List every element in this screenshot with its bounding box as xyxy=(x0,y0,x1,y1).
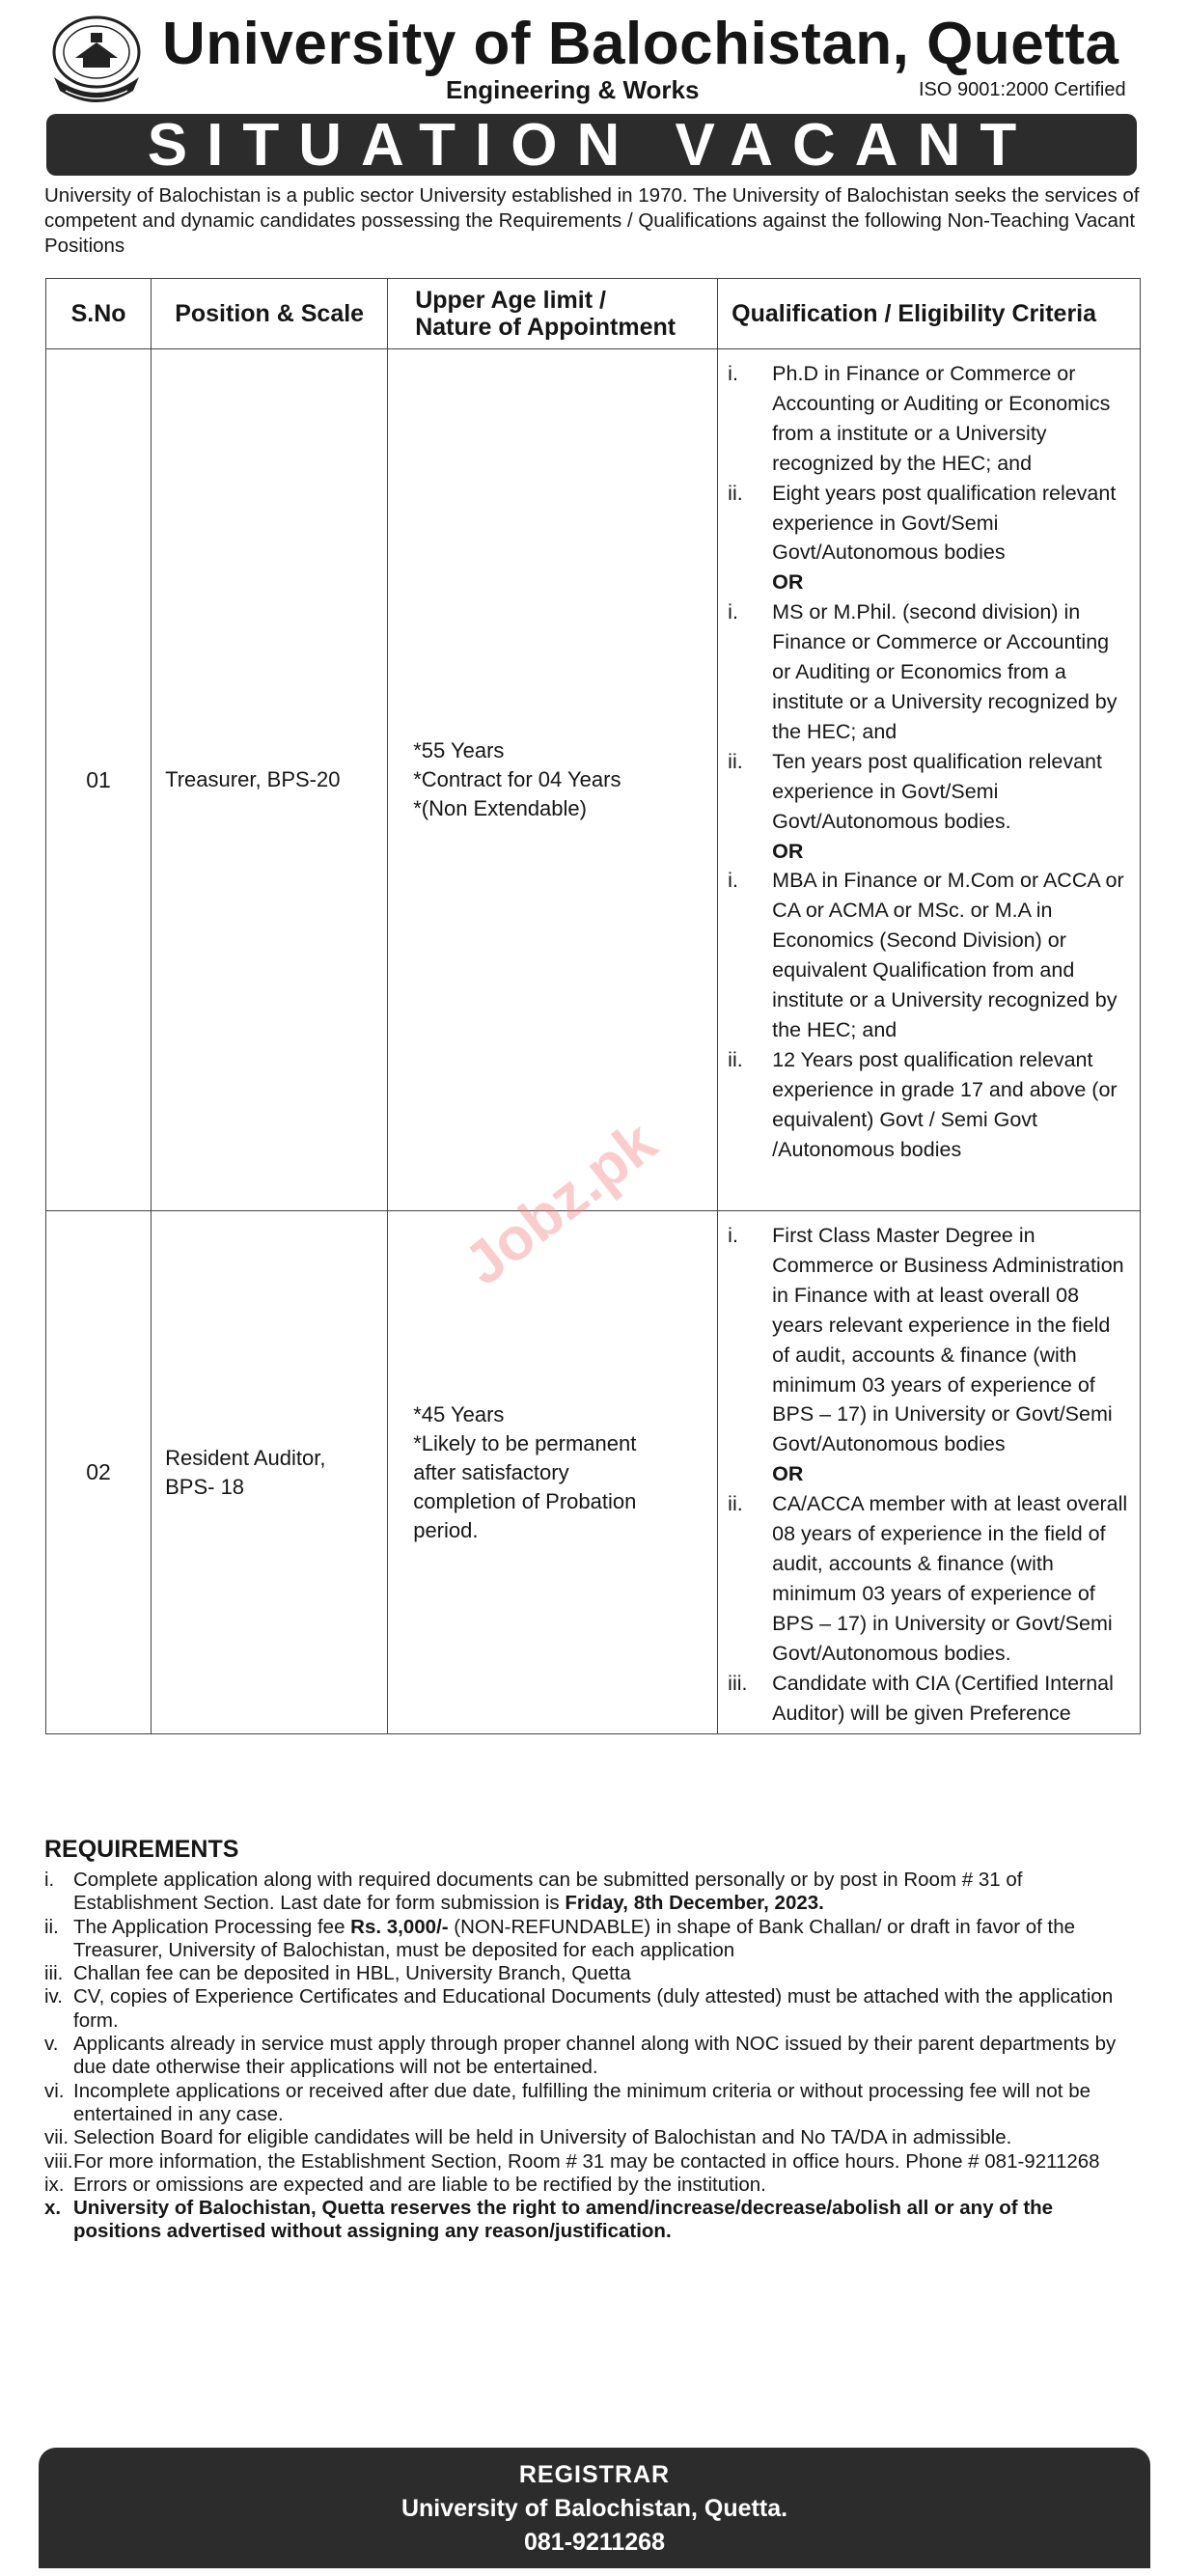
requirement-num: iii. xyxy=(44,1962,64,1985)
age-line: completion of Probation xyxy=(413,1488,637,1513)
header-qualification: Qualification / Eligibility Criteria xyxy=(718,279,1141,349)
requirement-item xyxy=(44,1869,1141,1916)
situation-vacant-banner: SITUATION VACANT xyxy=(46,114,1137,176)
criteria-num: i. xyxy=(728,600,738,624)
age-line: *Likely to be permanent xyxy=(413,1430,637,1455)
requirement-text-part: CV, copies of Experience Certificates and Educational Documents (duly attested) must be attached with the application form. xyxy=(73,1985,1114,2032)
requirement-item xyxy=(44,2126,1141,2149)
requirement-num: v. xyxy=(44,2033,59,2056)
table-header-row xyxy=(46,279,1141,349)
position-line: Treasurer, BPS-20 xyxy=(165,767,341,791)
criteria-or: OR xyxy=(772,1462,804,1486)
criteria-num: ii. xyxy=(728,1492,743,1516)
requirement-text xyxy=(73,2126,1141,2149)
footer-title: REGISTRAR xyxy=(518,2461,671,2488)
row-sno: 02 xyxy=(46,1211,152,1734)
requirement-item xyxy=(44,2197,1141,2244)
criteria-num: i. xyxy=(728,1224,738,1247)
requirement-text-part: The Application Processing fee xyxy=(73,1915,351,1938)
criteria-num: ii. xyxy=(728,481,743,505)
footer-place: University of Balochistan, Quetta. xyxy=(400,2495,788,2522)
requirement-text-part: Errors or omissions are expected and are liable to be rectified by the institution. xyxy=(73,2173,766,2196)
requirement-text xyxy=(73,1916,1141,1963)
department-name: Engineering & Works xyxy=(446,75,700,104)
criteria-num: iii. xyxy=(728,1671,748,1695)
criteria-text: 12 Years post qualification relevant experience in grade 17 and above (or equivalent) Govt / Semi Govt /Autonomous bodies xyxy=(772,1047,1118,1161)
criteria-num: ii. xyxy=(728,749,743,773)
requirement-text-part: Incomplete applications or received after due date, fulfilling the minimum criteria or without processing fee will not be entertained in any case. xyxy=(73,2079,1090,2125)
criteria-text: First Class Master Degree in Commerce or Business Administration in Finance with at least overall 08 years relevant experience in the field of audit, accounts & finance (with minimum 03 years of experience of BPS – 17) in University or Govt/Semi Govt/Autonomous bodies xyxy=(772,1224,1124,1456)
requirement-text-part: For more information, the Establishment Section, Room # 31 may be contacted in office hours. Phone # 081-9211268 xyxy=(73,2149,1100,2173)
requirement-num: x. xyxy=(44,2197,62,2220)
requirement-num: ix. xyxy=(44,2173,65,2196)
requirement-emphasis: Rs. 3,000/- xyxy=(350,1915,449,1938)
criteria-text: MS or M.Phil. (second division) in Finance or Commerce or Accounting or Auditing or Economics from a institute or a University recognized by the HEC; and xyxy=(772,600,1118,743)
row-criteria xyxy=(718,1211,1141,1734)
criteria-text: CA/ACCA member with at least overall 08 years of experience in the field of audit, accounts & finance (with minimum 03 years of experience of BPS – 17) in University or Govt/Semi Govt/Autonomous bodies. xyxy=(772,1492,1128,1665)
criteria-text: Ten years post qualification relevant experience in Govt/Semi Govt/Autonomous bodies. xyxy=(772,749,1102,833)
age-line: *Contract for 04 Years xyxy=(413,767,621,791)
requirement-item xyxy=(44,2033,1141,2080)
row-age-nature xyxy=(388,349,718,1211)
requirement-num: vi. xyxy=(44,2079,65,2102)
footer-phone: 081-9211268 xyxy=(524,2529,665,2556)
criteria-item xyxy=(728,479,1132,568)
criteria-text: Eight years post qualification relevant experience in Govt/Semi Govt/Autonomous bodies xyxy=(772,481,1117,565)
row-position xyxy=(152,349,388,1211)
university-seal-logo xyxy=(46,14,147,106)
requirement-text-part: (NON-REFUNDABLE) in shape of Bank Challan/ or draft in favor of the Treasurer, University of Balochistan, must be deposited for each application xyxy=(73,1915,1076,1961)
requirement-emphasis: Friday, 8th December, 2023. xyxy=(565,1892,824,1915)
criteria-num: ii. xyxy=(728,1047,743,1071)
criteria-item xyxy=(728,747,1132,837)
table-row xyxy=(46,349,1141,1211)
criteria-item xyxy=(728,1221,1132,1459)
requirements-heading: REQUIREMENTS xyxy=(44,1836,239,1863)
requirement-text xyxy=(73,2174,1141,2197)
requirement-num: iv. xyxy=(44,1985,63,2008)
position-line: Resident Auditor, xyxy=(165,1445,326,1470)
requirement-item xyxy=(44,2150,1141,2174)
header-position: Position & Scale xyxy=(152,279,388,349)
criteria-or: OR xyxy=(772,570,804,595)
criteria-item xyxy=(728,597,1132,747)
requirement-text xyxy=(73,2033,1141,2080)
requirement-num: ii. xyxy=(44,1915,59,1938)
requirement-text xyxy=(73,2080,1141,2127)
requirement-item xyxy=(44,1916,1141,1963)
position-line: BPS- 18 xyxy=(165,1474,245,1499)
criteria-or: OR xyxy=(772,839,804,863)
header-age-line2: Nature of Appointment xyxy=(415,314,676,341)
header-age-line1: Upper Age limit / xyxy=(415,287,606,314)
requirement-text xyxy=(73,2197,1141,2244)
requirement-num: viii. xyxy=(44,2149,73,2173)
criteria-item xyxy=(728,359,1132,479)
criteria-text: MBA in Finance or M.Com or ACCA or CA or ACMA or MSc. or M.A in Economics (Second Division) or equivalent Qualification from and institute or a University recognized by the HEC; and xyxy=(772,869,1124,1041)
requirement-num: vii. xyxy=(44,2126,69,2149)
table-row xyxy=(46,1211,1141,1734)
requirement-text xyxy=(73,1869,1141,1916)
criteria-text: Ph.D in Finance or Commerce or Accounting or Auditing or Economics from a institute or a University recognized by the HEC; and xyxy=(772,362,1111,475)
requirement-item xyxy=(44,1985,1141,2033)
criteria-item xyxy=(728,866,1132,1044)
university-title: University of Balochistan, Quetta xyxy=(162,11,1119,77)
requirement-emphasis: University of Balochistan, Quetta reserves the right to amend/increase/decrease/abolish all or any of the positions advertised without assigning any reason/justification. xyxy=(73,2197,1054,2243)
header-age xyxy=(388,279,718,349)
criteria-item xyxy=(728,1669,1132,1729)
watermark: Jobz.pk xyxy=(452,1108,669,1299)
requirement-text-part: Challan fee can be deposited in HBL, University Branch, Quetta xyxy=(73,1962,631,1985)
requirement-text xyxy=(73,2150,1141,2174)
requirement-item xyxy=(44,2174,1141,2197)
header-sno: S.No xyxy=(46,279,152,349)
criteria-num: i. xyxy=(728,362,738,385)
criteria-item xyxy=(728,1489,1132,1668)
vacancy-table xyxy=(45,278,1141,1734)
criteria-text: Candidate with CIA (Certified Internal Auditor) will be given Preference xyxy=(772,1671,1114,1725)
row-sno: 01 xyxy=(46,349,152,1211)
age-line: period. xyxy=(413,1517,479,1542)
row-age-nature xyxy=(388,1211,718,1734)
requirement-item xyxy=(44,2080,1141,2127)
age-line: after satisfactory xyxy=(413,1459,569,1484)
age-line: *45 Years xyxy=(413,1401,505,1426)
requirement-text xyxy=(73,1985,1141,2033)
age-line: *55 Years xyxy=(413,738,505,762)
row-criteria xyxy=(718,349,1141,1211)
criteria-item xyxy=(728,1045,1132,1165)
requirement-text-part: Selection Board for eligible candidates will be held in University of Balochistan and No TA/DA in admissible. xyxy=(73,2126,1012,2149)
criteria-num: i. xyxy=(728,869,738,893)
age-line: *(Non Extendable) xyxy=(413,796,587,820)
registrar-footer xyxy=(39,2448,1150,2568)
requirement-item xyxy=(44,1962,1141,1985)
requirement-text xyxy=(73,1962,1141,1985)
requirement-text-part: Applicants already in service must apply through proper channel along with NOC issued by their parent departments by due date otherwise their applications will not be entertained. xyxy=(73,2033,1117,2079)
iso-certification: ISO 9001:2000 Certified xyxy=(919,79,1126,100)
requirement-num: i. xyxy=(44,1869,55,1891)
intro-paragraph: University of Balochistan is a public sector University established in 1970. The University of Balochistan seeks the services of competent and dynamic candidates possessing the Requirements / Qualifications against the following Non-Teaching Vacant Positions xyxy=(44,184,1140,257)
row-position xyxy=(152,1211,388,1734)
requirements-list xyxy=(44,1869,1141,2244)
requirement-text-part: Complete application along with required documents can be submitted personally or by post in Room # 31 of Establishment Section. Last date for form submission is xyxy=(73,1869,1023,1915)
